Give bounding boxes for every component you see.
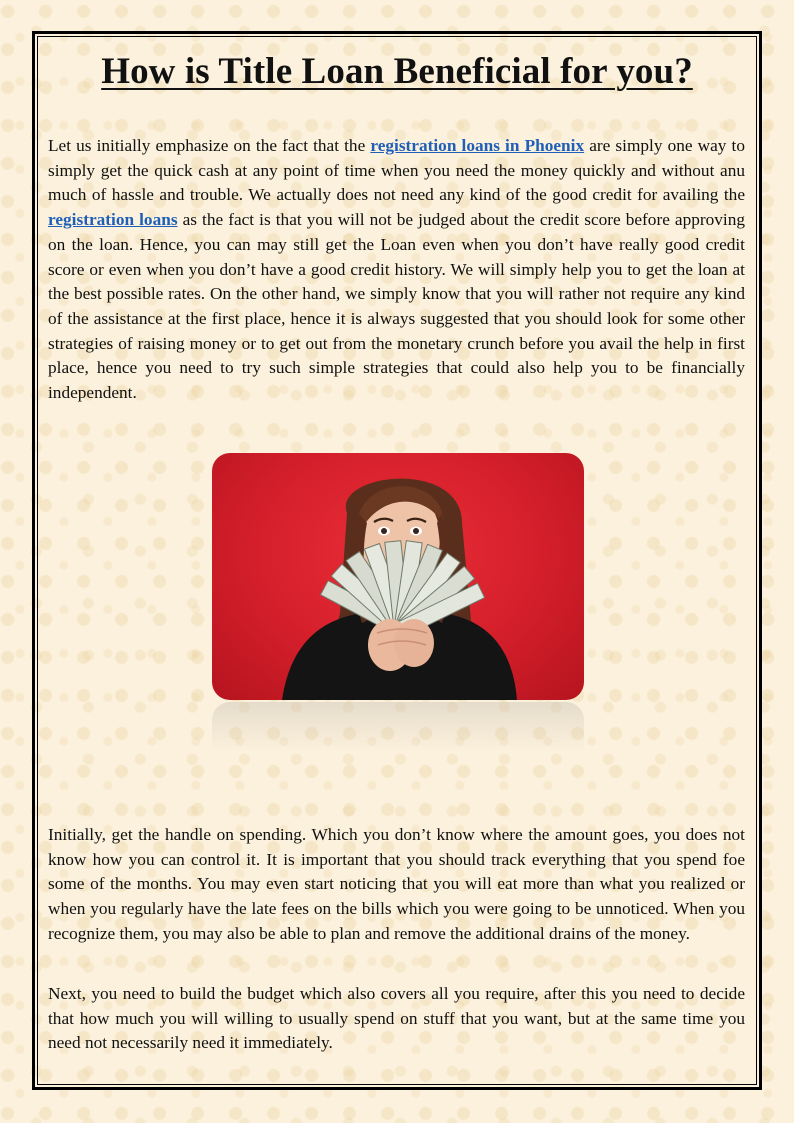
intro-paragraph [48,134,745,406]
budget-paragraph: Next, you need to build the budget which also covers all you require, after this you need to decide that how much you will willing to usually spend on stuff that you want, but at the same time you need not necessarily need it immediately. [48,984,745,1053]
registration-loans-phoenix-link[interactable]: registration loans in Phoenix [370,136,585,155]
intro-text-2: are simply one way to simply get the quick cash at any point of time when you need the money quickly and without anu much of hassle and trouble. We actually does not need any kind of the good credit for availing the [48,136,745,205]
intro-text-3: as the fact is that you will not be judged about the credit score before approving on the loan. Hence, you can may still get the Loan even when you don’t have really good credit score or even when you don’t have a good credit history. We will simply help you to get the loan at the best possible rates. On the other hand, we simply know that you will rather not require any kind of the assistance at the first place, hence it is always suggested that you should look for some other strategies of raising money or to get out from the monetary crunch before you avail the help in first place, hence you need to try such simple strategies that could also help you to be financially independent. [48,210,745,403]
page-title: How is Title Loan Beneficial for you? [101,51,693,92]
spending-paragraph: Initially, get the handle on spending. Which you don’t know where the amount goes, you does not know how you can control it. It is important that you should track everything that you spend foe some of the months. You may even start noticing that you will eat more than what you realized or when you regularly have the late fees on the bills which you were going to be unnoticed. When you recognize them, you may also be able to plan and remove the additional drains of the money. [48,825,745,943]
woman-with-money-photo [212,453,584,700]
woman-holding-cash-illustration [212,453,584,700]
intro-text-1: Let us initially emphasize on the fact that the [48,136,371,155]
photo-reflection [212,702,584,752]
registration-loans-link[interactable]: registration loans [48,210,178,230]
